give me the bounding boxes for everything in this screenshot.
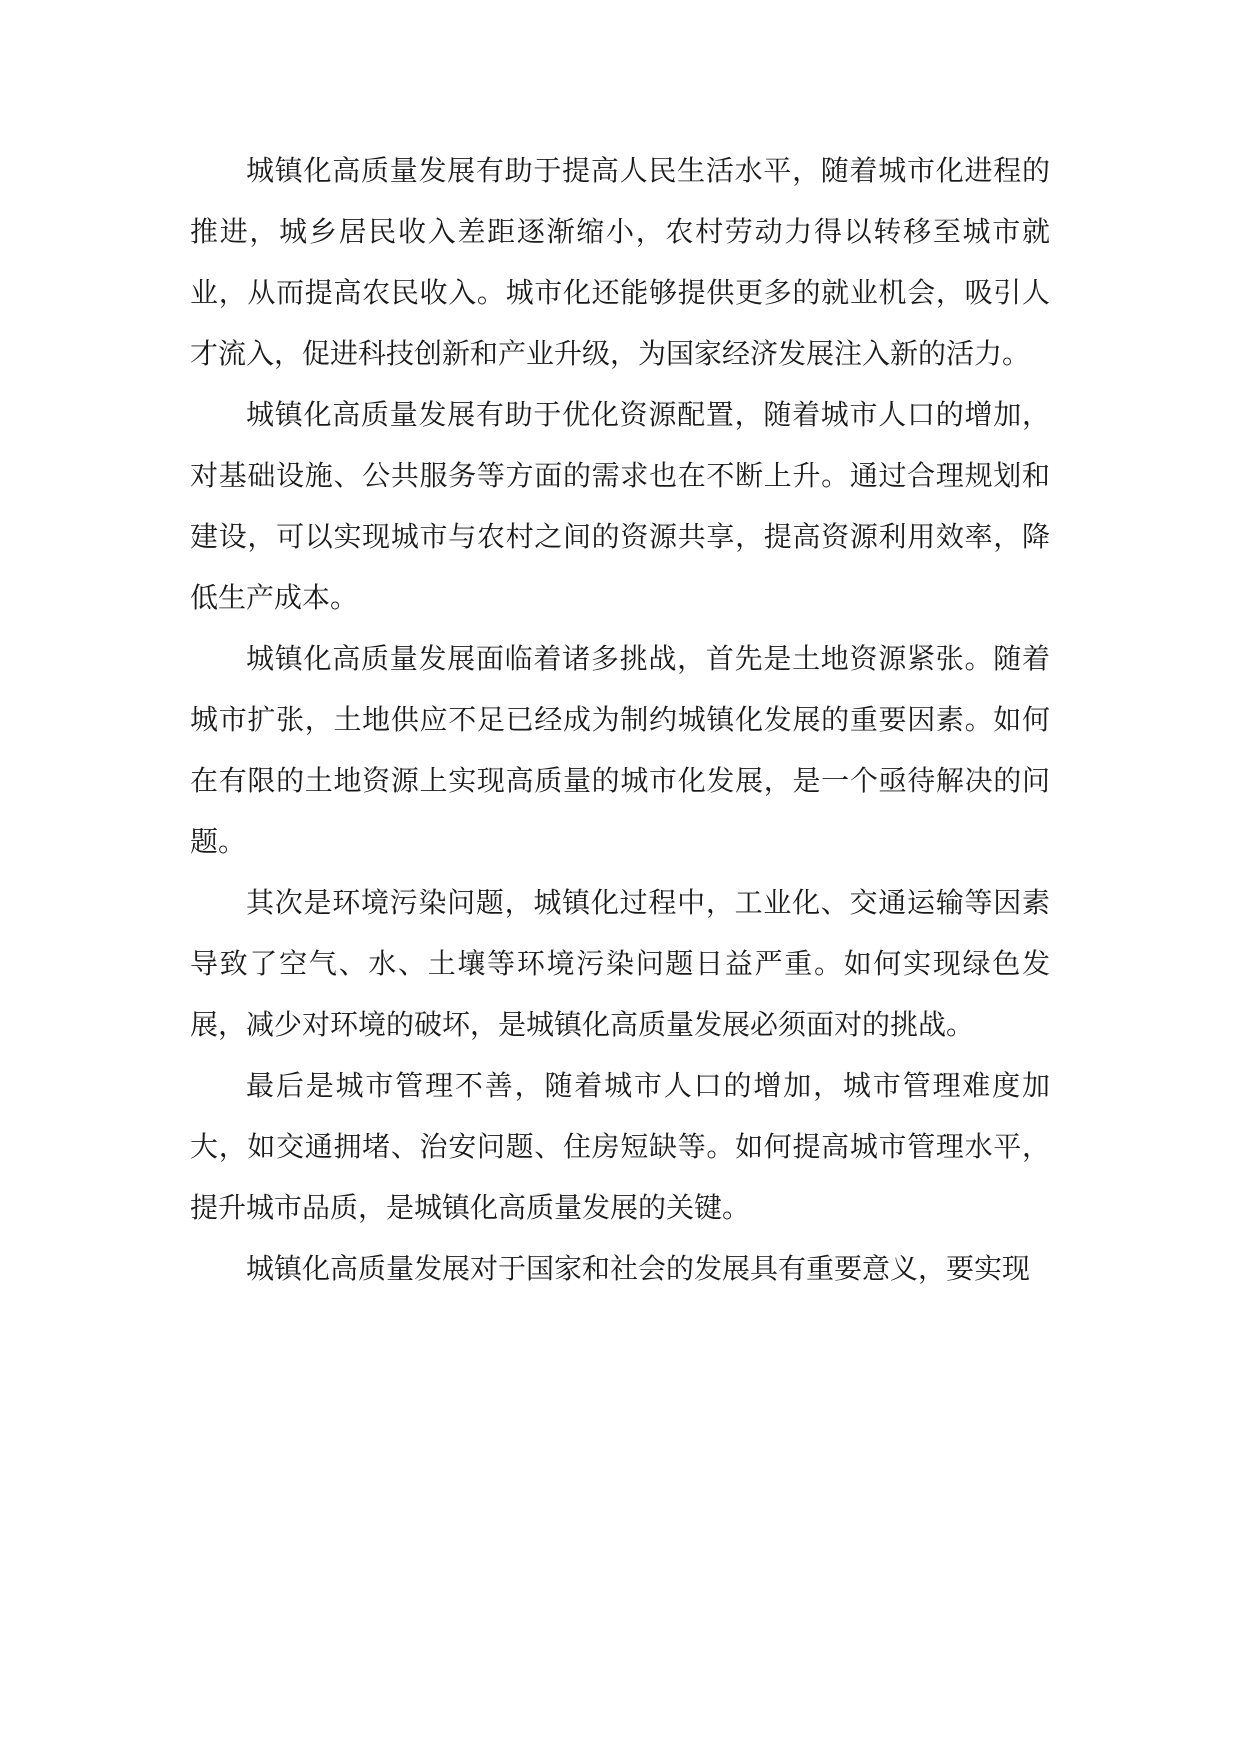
paragraph-6: 城镇化高质量发展对于国家和社会的发展具有重要意义，要实现	[246, 1252, 1031, 1285]
paragraph-3: 城镇化高质量发展面临着诸多挑战，首先是土地资源紧张。随着城市扩张，土地供应不足已经成为制约城镇化发展的重要因素。如何在有限的土地资源上实现高质量的城市化发展，是一个亟待解决的问题。	[190, 642, 1050, 858]
paragraph-5: 最后是城市管理不善，随着城市人口的增加，城市管理难度加大，如交通拥堵、治安问题、住房短缺等。如何提高城市管理水平，提升城市品质，是城镇化高质量发展的关键。	[190, 1069, 1050, 1224]
paragraph-2: 城镇化高质量发展有助于优化资源配置，随着城市人口的增加，对基础设施、公共服务等方面的需求也在不断上升。通过合理规划和建设，可以实现城市与农村之间的资源共享，提高资源利用效率，降低生产成本。	[190, 398, 1050, 614]
document-body	[190, 140, 1050, 1299]
paragraph-1: 城镇化高质量发展有助于提高人民生活水平，随着城市化进程的推进，城乡居民收入差距逐渐缩小，农村劳动力得以转移至城市就业，从而提高农民收入。城市化还能够提供更多的就业机会，吸引人才流入，促进科技创新和产业升级，为国家经济发展注入新的活力。	[190, 154, 1050, 370]
paragraph-4: 其次是环境污染问题，城镇化过程中，工业化、交通运输等因素导致了空气、水、土壤等环境污染问题日益严重。如何实现绿色发展，减少对环境的破坏，是城镇化高质量发展必须面对的挑战。	[190, 886, 1050, 1041]
